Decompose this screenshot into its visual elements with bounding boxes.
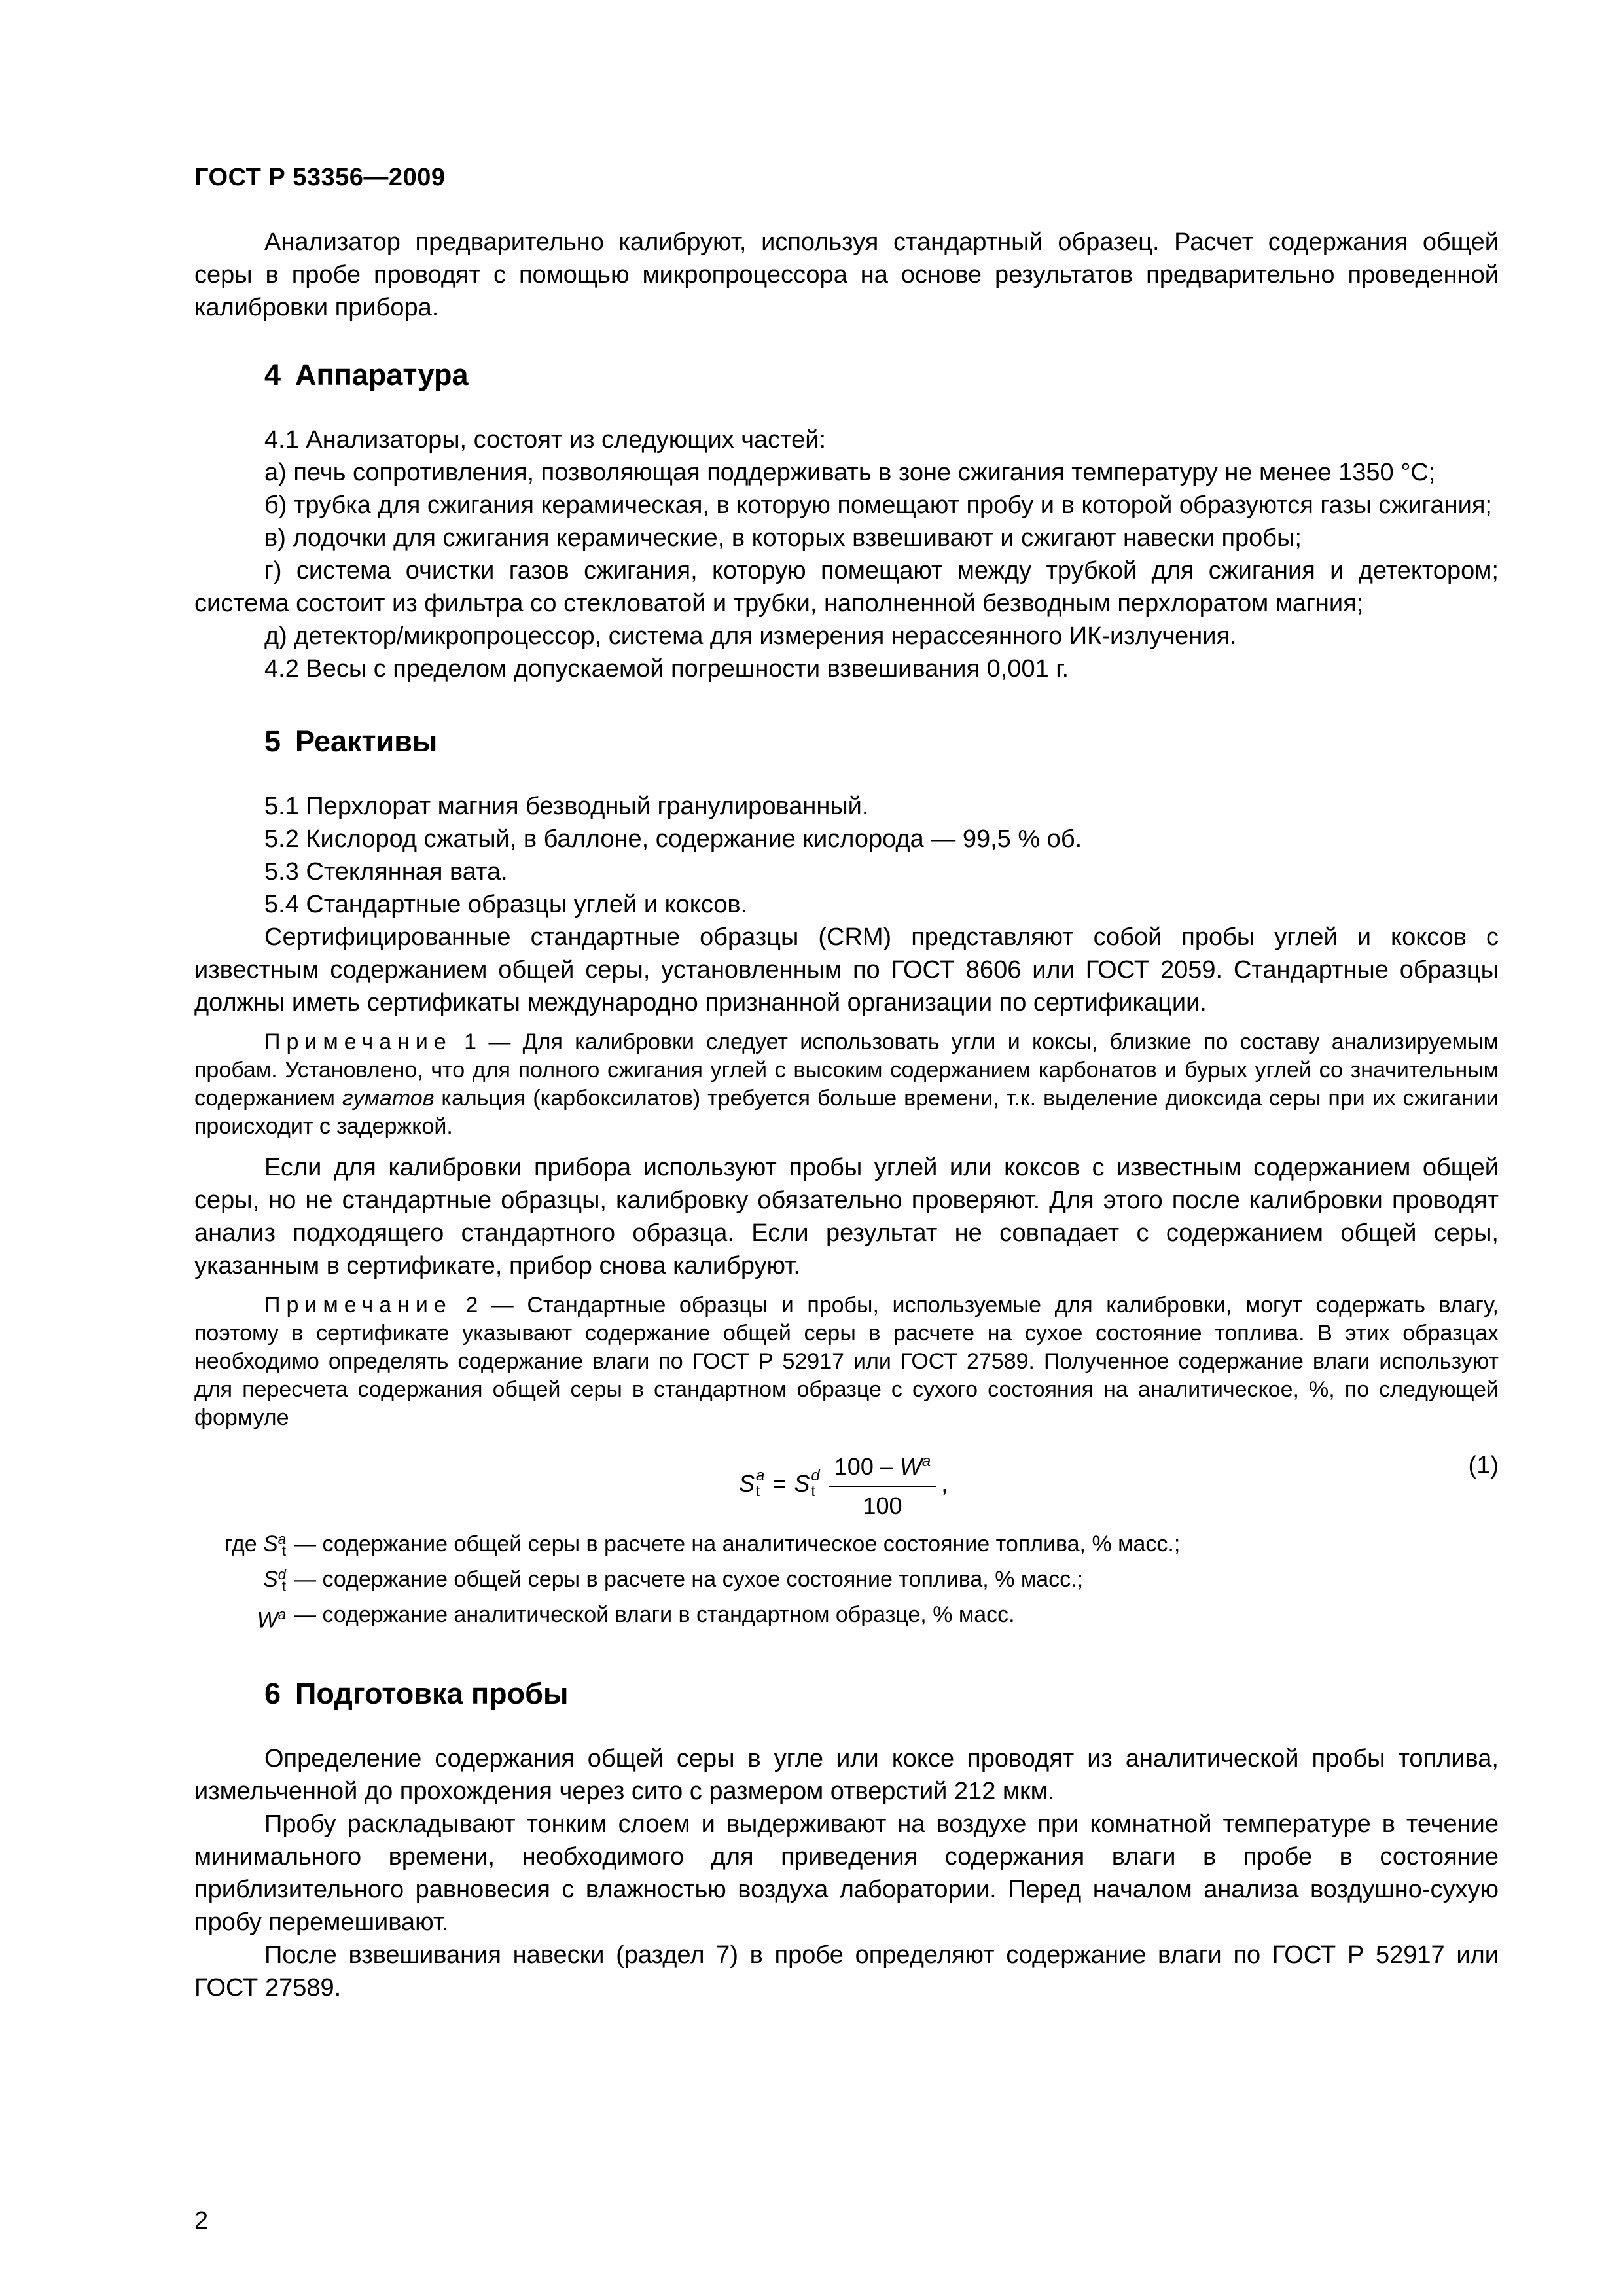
section-number: 4 — [264, 358, 281, 391]
section-6-paragraph: После взвешивания навески (раздел 7) в пробе определяют содержание влаги по ГОСТ Р 52917 или ГОСТ 27589. — [194, 1941, 1499, 2002]
definition-symbol — [194, 1526, 294, 1562]
section-6-heading — [264, 1674, 1499, 1713]
section-6-paragraph: Определение содержания общей серы в угле или коксе проводят из аналитической пробы топлива, измельченной до прохождения через сито с размером отверстий 212 мкм. — [194, 1745, 1499, 1806]
formula-rhs-var: S — [794, 1470, 810, 1497]
formula-num-sup: a — [921, 1452, 931, 1470]
definition-var: S — [263, 1532, 278, 1556]
formula-sup: d — [811, 1467, 820, 1484]
definition-symbol — [194, 1597, 294, 1638]
definition-indices — [277, 1566, 286, 1595]
formula-definitions — [194, 1526, 1499, 1638]
formula-sup: a — [756, 1467, 765, 1484]
section-4-item: б) трубка для сжигания керамическая, в которую помещают пробу и в которой образуются газы сжигания; — [264, 492, 1492, 519]
document-body — [194, 226, 1499, 2004]
formula-rhs-indices — [811, 1468, 819, 1499]
note-1 — [194, 1028, 1499, 1141]
section-5-item: 5.3 Стеклянная вата. — [264, 858, 508, 886]
formula-fraction — [829, 1445, 936, 1522]
intro-paragraph: Анализатор предварительно калибруют, используя стандартный образец. Расчет содержания общей серы в пробе проводят с помощью микропроцессора на основе результатов предварительно проведенной калибровки прибора. — [194, 228, 1499, 321]
definition-var: S — [263, 1567, 278, 1592]
section-4-item: 4.1 Анализаторы, состоят из следующих частей: — [264, 426, 827, 454]
formula-sub: t — [756, 1482, 760, 1500]
section-4-item: г) система очистки газов сжигания, которую помещают между трубкой для сжигания и детектором; система состоит из фильтра со стекловатой и трубки, наполненной безводным перхлоратом магния; — [194, 557, 1499, 617]
note-2 — [194, 1291, 1499, 1432]
definition-sup: a — [277, 1606, 286, 1623]
definition-text: — содержание общей серы в расчете на сухое состояние топлива, % масс.; — [294, 1567, 1084, 1592]
definition-text: — содержание аналитической влаги в стандартном образце, % масс. — [294, 1602, 1015, 1627]
definition-symbol — [194, 1562, 294, 1597]
note-label: Примечание — [264, 1293, 452, 1318]
equation-number: (1) — [1468, 1452, 1499, 1479]
definition-sub: t — [281, 1543, 286, 1560]
section-title: Аппаратура — [295, 358, 469, 391]
note-text: 2 — Стандартные образцы и пробы, используемые для калибровки, могут содержать влагу, поэтому в сертификате указывают содержание общей серы в расчете на сухое состояние топлива. В этих образцах необходимо определять содержание влаги по ГОСТ Р 52917 или ГОСТ 27589. Полученное содержание влаги используют для пересчета содержания общей серы в стандартном образце с сухого состояния на аналитическое, %, по следующей формуле — [194, 1293, 1499, 1430]
formula-lhs-var: S — [739, 1470, 755, 1497]
section-6-paragraph: Пробу раскладывают тонким слоем и выдерживают на воздухе при комнатной температуре в течение минимального времени, необходимого для приведения содержания влаги в пробе в состояние приблизительного равновесия с влажностью воздуха лаборатории. Перед началом анализа воздушно-сухую пробу перемешивают. — [194, 1810, 1499, 1937]
definition-sub: t — [281, 1578, 286, 1595]
section-title: Подготовка пробы — [295, 1677, 569, 1711]
calibration-check-paragraph: Если для калибровки прибора используют пробы углей или коксов с известным содержанием общей серы, но не стандартные образцы, калибровку обязательно проверяют. Для этого после калибровки проводят анализ подходящего стандартного образца. Если результат не совпадает с содержанием общей серы, указанным в сертификате, прибор снова калибруют. — [194, 1154, 1499, 1280]
document-header: ГОСТ Р 53356—2009 — [194, 164, 446, 191]
section-4-item: д) детектор/микропроцессор, система для измерения нерассеянного ИК-излучения. — [264, 622, 1237, 650]
section-5-heading — [264, 722, 1499, 761]
definition-row — [194, 1562, 1499, 1597]
section-4-item: а) печь сопротивления, позволяющая поддерживать в зоне сжигания температуру не менее 1350 °С; — [264, 459, 1436, 486]
section-5-item: 5.1 Перхлорат магния безводный гранулированный. — [264, 793, 869, 820]
section-5-item: 5.2 Кислород сжатый, в баллоне, содержание кислорода — 99,5 % об. — [264, 825, 1082, 853]
formula-lhs-indices — [756, 1468, 764, 1499]
formula-comma: , — [941, 1470, 948, 1497]
formula-numerator — [829, 1445, 936, 1487]
formula-equals: = — [772, 1470, 787, 1497]
section-5-item: 5.4 Стандартные образцы углей и коксов. — [264, 891, 748, 918]
definition-sup: d — [277, 1566, 286, 1583]
definition-row — [194, 1597, 1499, 1638]
note-italic-term: гуматов — [342, 1086, 435, 1111]
note-text: кальция (карбоксилатов) требуется больше времени, т.к. выделение диоксида серы при их сжигании происходит с задержкой. — [194, 1086, 1499, 1139]
section-4-item: 4.2 Весы с пределом допускаемой погрешности взвешивания 0,001 г. — [264, 655, 1069, 683]
section-number: 6 — [264, 1677, 281, 1711]
section-title: Реактивы — [295, 725, 438, 758]
definition-text: — содержание общей серы в расчете на аналитическое состояние топлива, % масс.; — [294, 1532, 1181, 1556]
section-4-heading — [264, 355, 1499, 395]
section-4-item: в) лодочки для сжигания керамические, в которых взвешивают и сжигают навески пробы; — [264, 524, 1302, 552]
note-text: 1 — Для калибровки следует использовать угли и коксы, близкие по составу анализируемым пробам. Установлено, что для полного сжигания углей с высоким содержанием карбонатов и бурых углей со значительным содержанием — [194, 1030, 1499, 1111]
definition-prefix: где — [224, 1532, 264, 1556]
formula-expression — [739, 1445, 948, 1522]
formula-denominator: 100 — [863, 1492, 902, 1519]
section-5-paragraph: Сертифицированные стандартные образцы (CRM) представляют собой пробы углей и коксов с известным содержанием общей серы, установленным по ГОСТ 8606 или ГОСТ 2059. Стандартные образцы должны иметь сертификаты международно признанной организации по сертификации. — [194, 924, 1499, 1016]
formula-1 — [194, 1443, 1499, 1521]
formula-num-text: 100 – — [834, 1453, 900, 1480]
definition-var: W — [257, 1607, 278, 1633]
definition-indices — [277, 1531, 286, 1560]
section-number: 5 — [264, 725, 281, 758]
formula-sub: t — [811, 1482, 816, 1500]
definition-row — [194, 1526, 1499, 1562]
note-label: Примечание — [264, 1030, 452, 1054]
formula-num-var: W — [899, 1453, 922, 1480]
definition-sup: a — [277, 1531, 286, 1548]
page-number: 2 — [194, 2207, 209, 2234]
